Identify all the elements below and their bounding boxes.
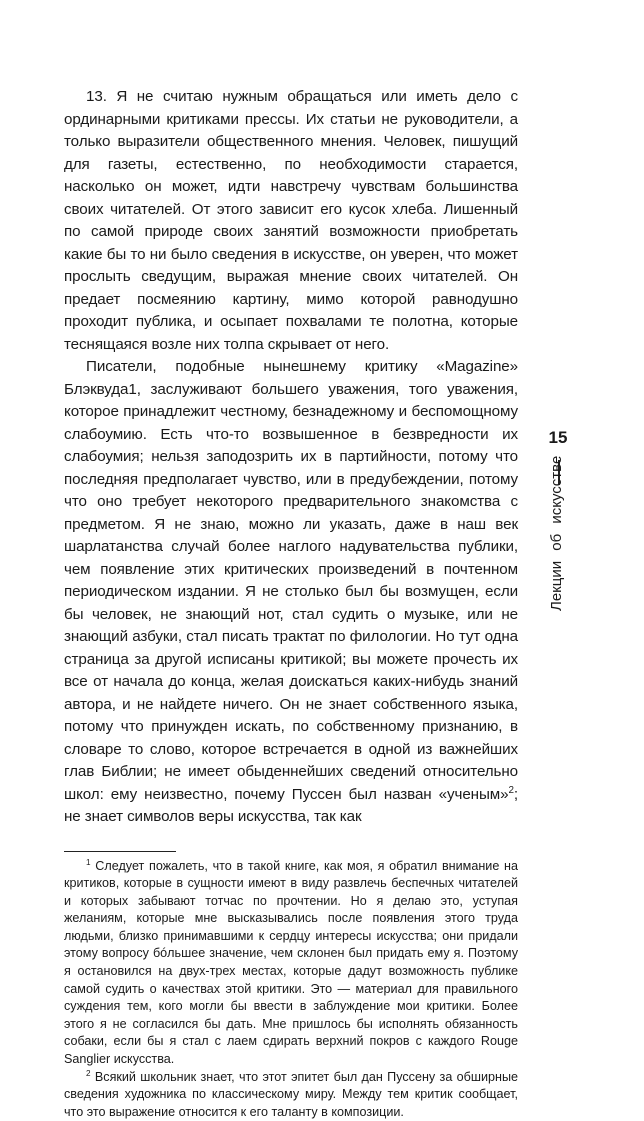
footnote-1 [64,858,518,1069]
footnote-2-mark: 2 [86,1068,91,1078]
footnote-1-mark: 1 [86,857,91,867]
paragraph-1: 13. Я не считаю нужным обращаться или иметь дело с ординарными критиками прессы. Их статьи не руководители, а только выразители общественного мнения. Человек, пишущий для газеты, естественно, по необходимости старается, насколько он может, идти навстречу чувствам большинства своих читателей. От этого зависит его кусок хлеба. Лишенный по самой природе своих занятий возможности приобретать какие бы то ни было сведения в искусстве, он уверен, что может прослыть сведущим, выражая мнение своих читателей. Он предает посмеянию картину, мимо которой равнодушно проходит публика, и осыпает похвалами те полотна, которые теснящаяся возле них толпа скрывает от него. [64,88,518,353]
footnote-1-text: Следует пожалеть, что в такой книге, как моя, я обратил внимание на критиков, которые в сущности имеют в виду развлечь беспечных читателей и которых забывают тотчас по прочтении. Но я делаю это, уступая желаниям, которые мне высказывались после появления этого труда людьми, близко принимавшими к сердцу интересы искусства; они придали этому вопросу бóльшее значение, чем склонен был придать ему я. Поэтому я остановился на двух-трех местах, которые дадут возможность публике самой судить о качествах этой критики. Это — материал для правильного суждения тем, кого могли бы ввести в заблуждение мои критики. Более этого я не согласился бы дать. Мне пришлось бы исполнять обязанность собаки, если бы я стал с лаем сдирать верхний покров с каждого Rouge Sanglier искусства. [64,858,518,1067]
footnote-reference-2: 2 [508,784,514,796]
paragraph-2-text: Писатели, подобные нынешнему критику «Magazine» Блэквуда1, заслуживают большего уважения, того уважения, которое принадлежит честному, безнадежному и беспомощному слабоумию. Есть что-то возвышенное в безвредности их слабоумия; нельзя заподозрить их в партийности, потому что последняя предполагает чувство, или в предубеждении, потому что оно требует некоторого предварительного знакомства с предметом. Я не знаю, можно ли указать, даже в наш век шарлатанства случай более наглого надувательства публики, чем появление этих критических произведений в почтенном периодическом издании. Я не столько был бы возмущен, если бы человек, не знающий нот, стал судить о музыке, или не знающий азбуки, стал писать трактат по филологии. Но тут одна страница за другой исписаны критикой; вы можете прочесть их все от начала до конца, желая доискаться каких-нибудь знаний автора, и не найдете ничего. Он не знает собственного языка, потому что принужден искать, по собственному признанию, в словаре то слово, которое встречается в одной из важнейших глав Библии; не имеет обыденнейших сведений относительно школ: ему неизвестно, почему Пуссен был назван «ученым» [64,358,518,803]
paragraph-2 [64,356,518,829]
page-number: 15 [548,428,568,447]
main-text [64,86,518,1121]
footnote-2 [64,1069,518,1121]
running-title: Лекции об искусстве [548,455,565,611]
footnote-separator [64,851,176,852]
paragraph-2-tail: ; не знает символов веры искусства, так как [64,785,518,825]
running-title-container [548,455,644,629]
footnote-2-text: Всякий школьник знает, что этот эпитет был дан Пуссену за обширные сведения художника по классическому миру. Между тем критик сообщает, что это выражение относится к его таланту в композиции. [64,1069,518,1119]
